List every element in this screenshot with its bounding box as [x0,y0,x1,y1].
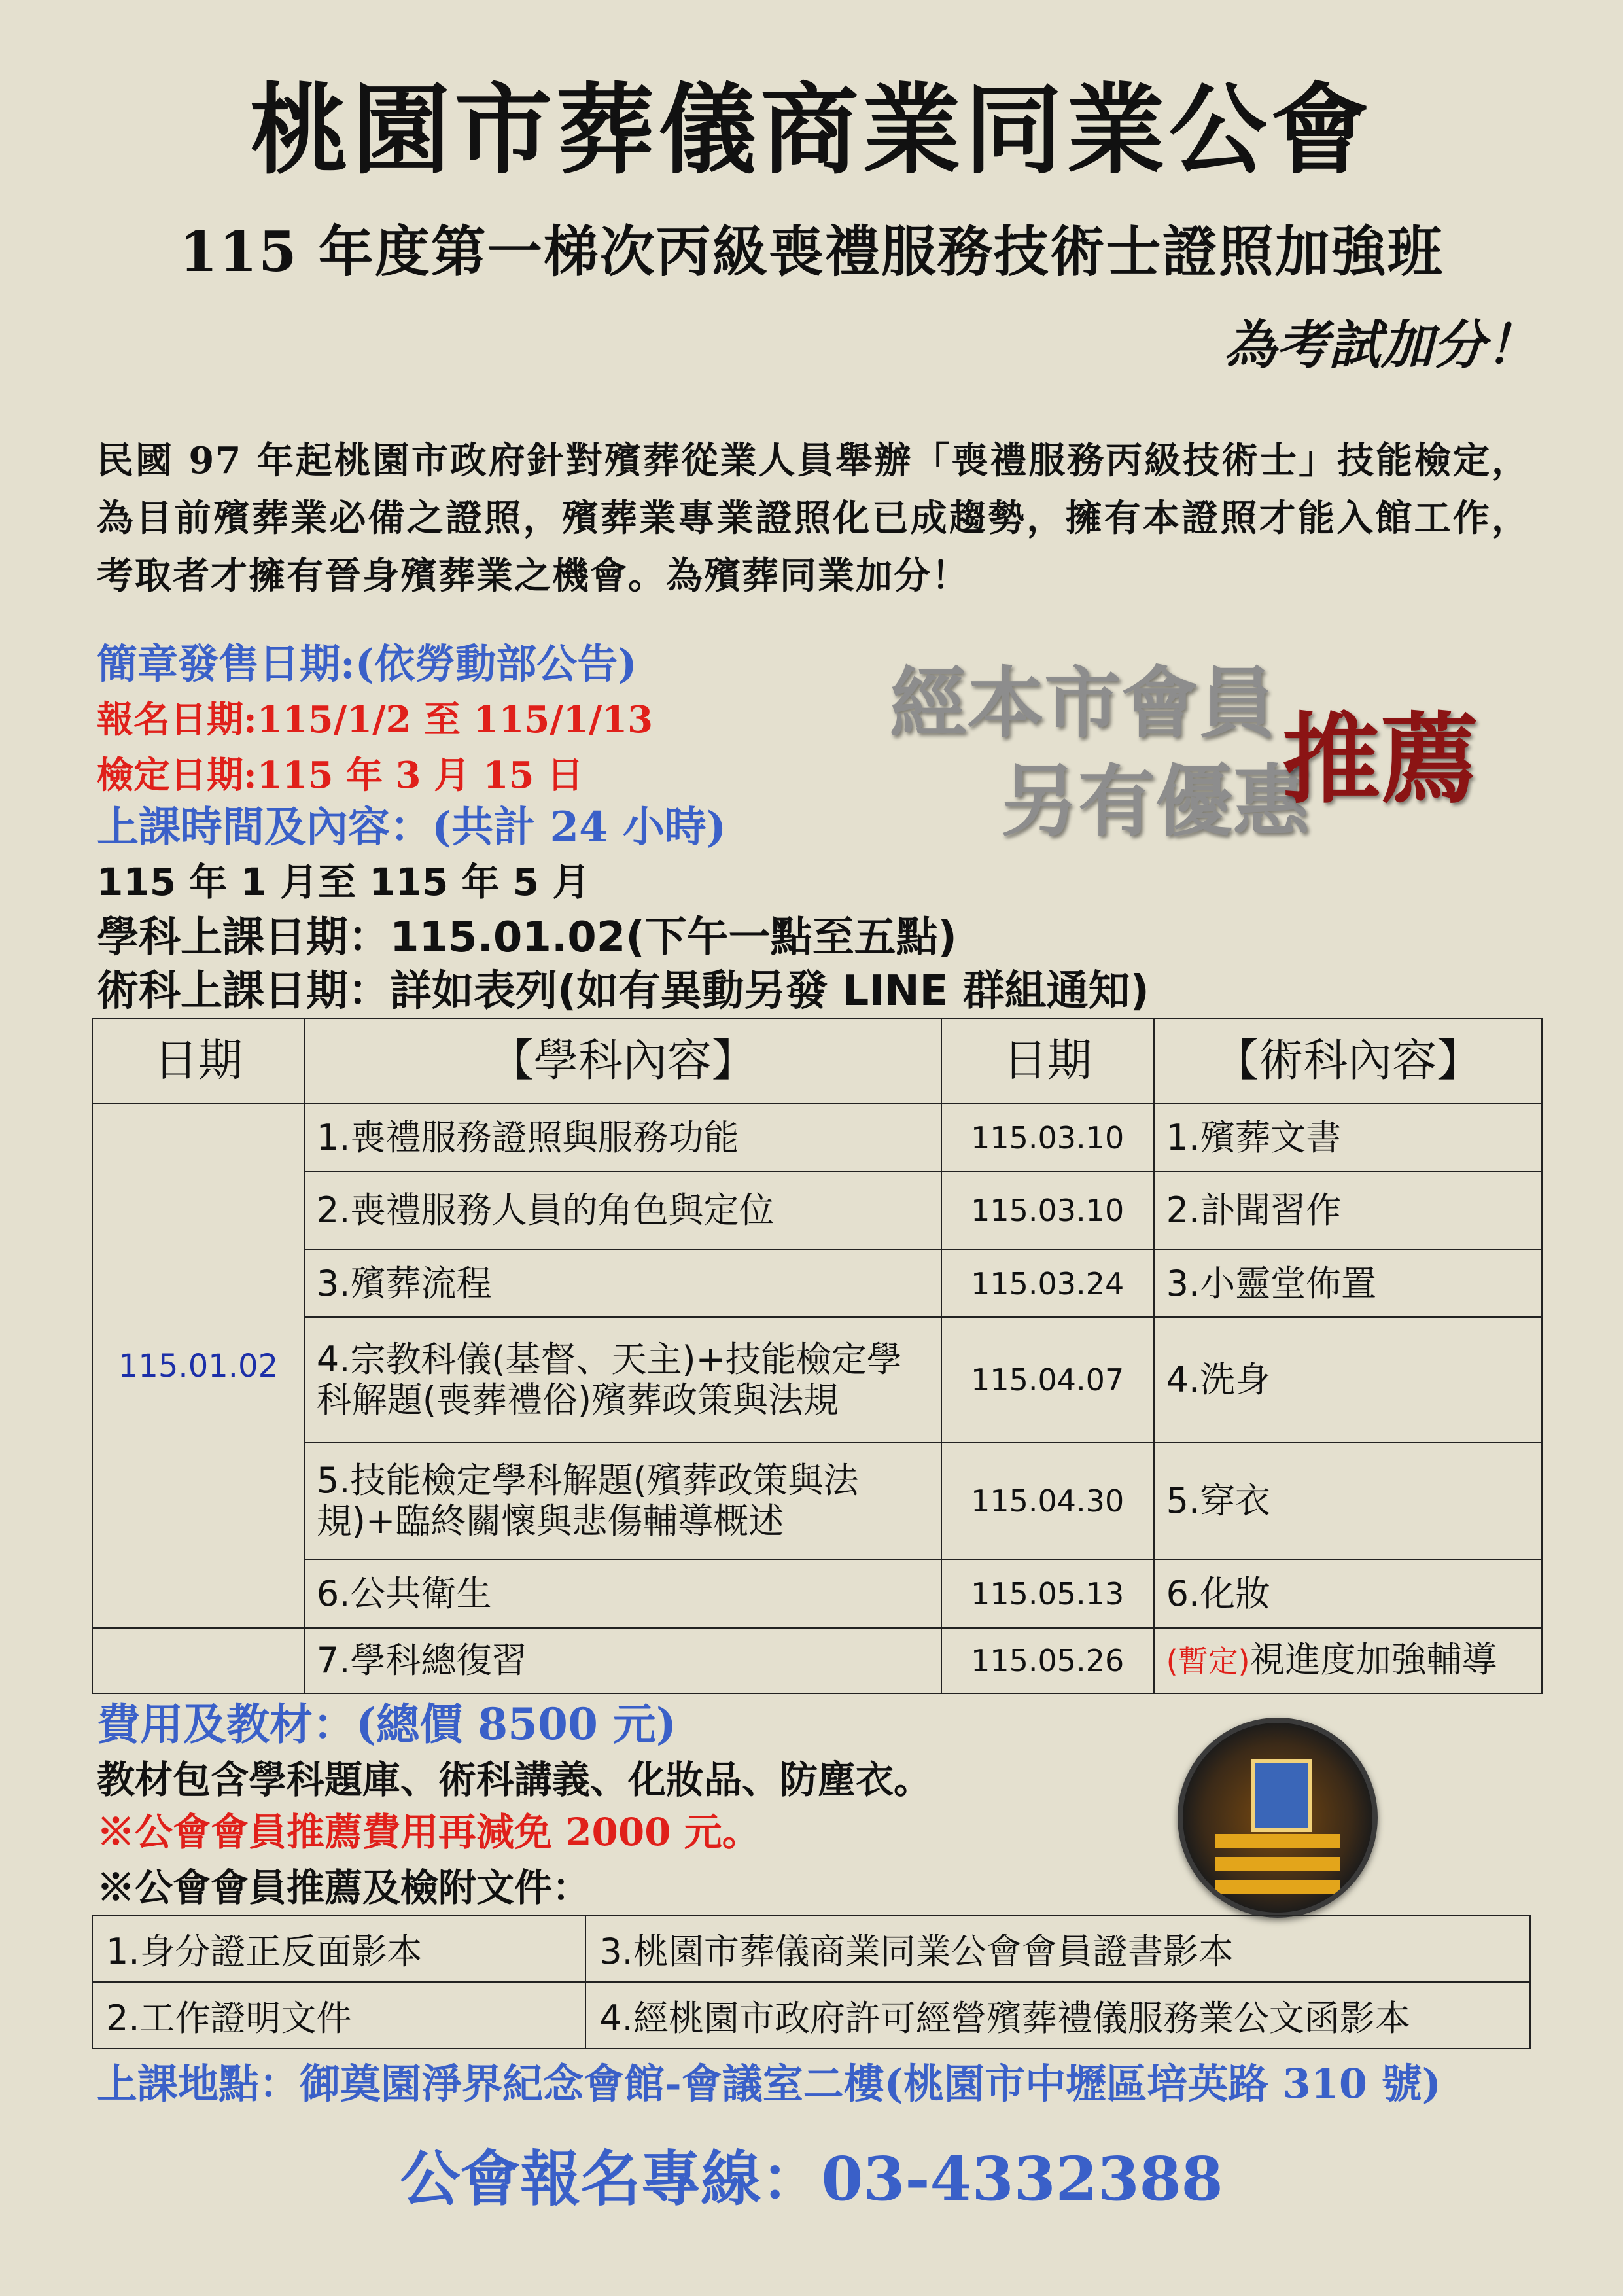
technical-item: 6.化妝 [1154,1559,1542,1628]
member-promo-stamp [890,641,1492,877]
table-row [92,1250,1542,1317]
documents-heading: ※公會會員推薦及檢附文件： [97,1865,591,1910]
table-row [92,1443,1542,1559]
document-item: 2.工作證明文件 [92,1982,585,2049]
table-row [92,1559,1542,1628]
course-subtitle: 115 年度第一梯次丙級喪禮服務技術士證照加強班 [179,219,1444,284]
registration-hotline: 公會報名專線：03-4332388 [400,2144,1223,2214]
technical-date: 115.03.10 [941,1104,1154,1171]
altar-shelf [1215,1857,1340,1871]
empty-date-cell [92,1628,304,1693]
technical-date: 115.04.07 [941,1317,1154,1443]
academic-item: 2.喪禮服務人員的角色與定位 [304,1171,941,1250]
promo-line-1: 經本市會員 [890,658,1276,749]
header-date: 日期 [92,1019,304,1104]
tentative-tag: (暫定) [1166,1644,1250,1679]
fee-heading: 費用及教材：(總價 8500 元) [97,1699,677,1750]
table-row [92,1171,1542,1250]
required-documents-table [92,1915,1531,2049]
technical-item: 視進度加強輔導 [1249,1639,1497,1680]
memorial-altar-photo [1178,1718,1378,1918]
brochure-date: 簡章發售日期:(依勞動部公告) [97,640,637,688]
promo-line-2: 另有優惠 [1001,756,1310,847]
table-row [92,1628,1542,1693]
academic-class-date: 學科上課日期：115.01.02(下午一點至五點) [97,913,957,962]
promo-highlight: 推薦 [1282,702,1479,817]
intro-paragraph: 民國 97 年起桃園市政府針對殯葬從業人員舉辦「喪禮服務丙級技術士」技能檢定，為目前殯葬業必備之證照，殯葬業專業證照化已成趨勢，擁有本證照才能入館工作，考取者才擁有晉身殯葬業之機會。為殯葬同業加分！ [97,439,1529,597]
technical-item: 5.穿衣 [1154,1443,1542,1559]
schedule-heading: 上課時間及內容：(共計 24 小時) [97,803,727,852]
registration-date: 報名日期:115/1/2 至 115/1/13 [97,698,654,741]
header-date: 日期 [941,1019,1154,1104]
document-item: 1.身分證正反面影本 [92,1915,585,1982]
schedule-header-row [92,1019,1542,1104]
portrait-frame [1251,1759,1312,1832]
technical-date: 115.03.10 [941,1171,1154,1250]
table-row [92,1317,1542,1443]
technical-date: 115.05.13 [941,1559,1154,1628]
academic-item: 4.宗教科儀(基督、天主)+技能檢定學科解題(喪葬禮俗)殯葬政策與法規 [304,1317,941,1443]
member-discount: ※公會會員推薦費用再減免 2000 元。 [97,1810,760,1854]
header-technical: 【術科內容】 [1154,1019,1542,1104]
altar-shelf [1215,1834,1340,1848]
slogan: 為考試加分！ [1224,315,1538,376]
document-item: 4.經桃園市政府許可經營殯葬禮儀服務業公文函影本 [585,1982,1530,2049]
technical-item-cell [1154,1628,1542,1693]
technical-date: 115.04.30 [941,1443,1154,1559]
technical-item: 2.訃聞習作 [1154,1171,1542,1250]
table-row [92,1104,1542,1171]
page-title: 桃園市葬儀商業同業公會 [250,74,1373,188]
technical-date: 115.03.24 [941,1250,1154,1317]
document-item: 3.桃園市葬儀商業同業公會會員證書影本 [585,1915,1530,1982]
technical-date: 115.05.26 [941,1628,1154,1693]
technical-item: 1.殯葬文書 [1154,1104,1542,1171]
academic-item: 5.技能檢定學科解題(殯葬政策與法規)+臨終關懷與悲傷輔導概述 [304,1443,941,1559]
venue-address: 上課地點：御奠園淨界紀念會館-會議室二樓(桃園市中壢區培英路 310 號) [97,2060,1441,2108]
table-row [92,1982,1530,2049]
technical-class-date: 術科上課日期：詳如表列(如有異動另發 LINE 群組通知) [97,967,1149,1016]
technical-item: 3.小靈堂佈置 [1154,1250,1542,1317]
header-academic: 【學科內容】 [304,1019,941,1104]
academic-item: 6.公共衛生 [304,1559,941,1628]
exam-date: 檢定日期:115 年 3 月 15 日 [97,754,584,797]
academic-item: 3.殯葬流程 [304,1250,941,1317]
table-row [92,1915,1530,1982]
altar-shelf [1215,1880,1340,1894]
technical-item: 4.洗身 [1154,1317,1542,1443]
materials-text: 教材包含學科題庫、術科講義、化妝品、防塵衣。 [97,1757,932,1802]
course-period: 115 年 1 月至 115 年 5 月 [97,860,591,904]
schedule-table [92,1018,1543,1694]
academic-item: 7.學科總復習 [304,1628,941,1693]
academic-date-cell: 115.01.02 [92,1104,304,1628]
academic-item: 1.喪禮服務證照與服務功能 [304,1104,941,1171]
